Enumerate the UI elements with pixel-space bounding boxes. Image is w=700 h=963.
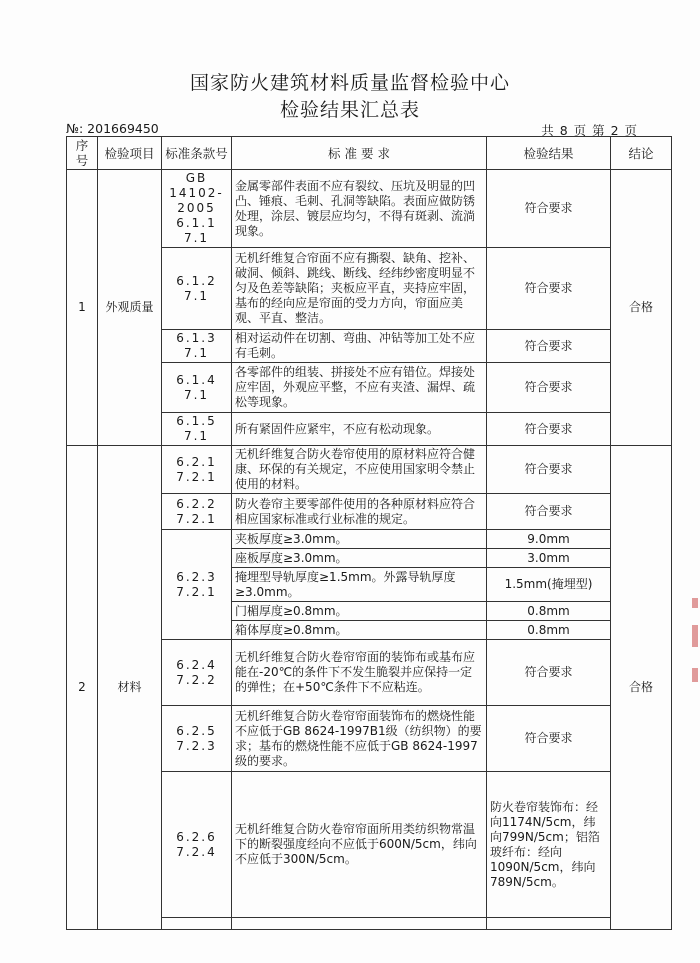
result-cell: 0.8mm: [487, 621, 611, 640]
requirement-cell: 金属零部件表面不应有裂纹、压坑及明显的凹凸、锤痕、毛刺、孔洞等缺陷。表面应做防锈处理，涂层、镀层应均匀，不得有斑剥、流淌现象。: [232, 170, 487, 248]
clause-cell: 6.2.3 7.2.1: [162, 530, 232, 640]
table-row: [67, 446, 672, 494]
col-header-requirement: 标 准 要 求: [232, 137, 487, 170]
result-cell: 防火卷帘装饰布：经向1174N/5cm，纬向799N/5cm；铝箔玻纤布：经向1090N/5cm，纬向789N/5cm。: [487, 772, 611, 918]
clause-cell: 6.2.5 7.2.3: [162, 706, 232, 772]
report-number: №: 201669450: [66, 121, 159, 136]
clause-cell: 6.1.5 7.1: [162, 413, 232, 446]
group-seq: 1: [67, 170, 98, 446]
requirement-cell: 无机纤维复合帘面不应有撕裂、缺角、挖补、破洞、倾斜、跳线、断线、经纬纱密度明显不匀及色差等缺陷；夹板应平直，夹持应牢固，基布的经向应是帘面的受力方向，帘面应美观、平直、整洁。: [232, 248, 487, 330]
clause-cell: GB 14102-2005 6.1.1 7.1: [162, 170, 232, 248]
result-cell: 符合要求: [487, 446, 611, 494]
result-cell: 符合要求: [487, 248, 611, 330]
requirement-cell: 座板厚度≥3.0mm。: [232, 549, 487, 568]
result-cell: 0.8mm: [487, 602, 611, 621]
result-cell: 符合要求: [487, 706, 611, 772]
page-indicator: 共 8 页 第 2 页: [541, 123, 638, 138]
clause-cell: 6.1.2 7.1: [162, 248, 232, 330]
group-conclusion: 合格: [611, 170, 672, 446]
result-cell: 符合要求: [487, 363, 611, 413]
clause-cell: 6.2.2 7.2.1: [162, 494, 232, 530]
group-conclusion: 合格: [611, 446, 672, 930]
group-item: 材料: [98, 446, 162, 930]
result-cell: 符合要求: [487, 330, 611, 363]
col-header-item: 检验项目: [98, 137, 162, 170]
clause-cell: 6.2.4 7.2.2: [162, 640, 232, 706]
clause-cell: 6.2.1 7.2.1: [162, 446, 232, 494]
table-row: [67, 170, 672, 248]
requirement-cell: 箱体厚度≥0.8mm。: [232, 621, 487, 640]
clause-cell: 6.1.3 7.1: [162, 330, 232, 363]
col-header-seq: 序号: [67, 137, 98, 170]
requirement-cell: 相对运动件在切割、弯曲、冲钻等加工处不应有毛刺。: [232, 330, 487, 363]
result-cell: 1.5mm(掩埋型): [487, 568, 611, 602]
requirement-cell: [232, 918, 487, 930]
requirement-cell: 门楣厚度≥0.8mm。: [232, 602, 487, 621]
result-cell: 符合要求: [487, 170, 611, 248]
requirement-cell: 夹板厚度≥3.0mm。: [232, 530, 487, 549]
seal-edge-mark: [692, 625, 698, 647]
result-cell: 符合要求: [487, 640, 611, 706]
results-table: [66, 136, 672, 930]
requirement-cell: 无机纤维复合防火卷帘使用的原材料应符合健康、环保的有关规定，不应使用国家明令禁止使用的材料。: [232, 446, 487, 494]
col-header-conclusion: 结论: [611, 137, 672, 170]
report-subtitle: 检验结果汇总表: [279, 99, 420, 121]
requirement-cell: 掩埋型导轨厚度≥1.5mm。外露导轨厚度≥3.0mm。: [232, 568, 487, 602]
seal-edge-mark: [692, 668, 698, 682]
result-cell: 符合要求: [487, 413, 611, 446]
result-cell: 3.0mm: [487, 549, 611, 568]
result-cell: 9.0mm: [487, 530, 611, 549]
group-item: 外观质量: [98, 170, 162, 446]
seal-edge-mark: [692, 598, 698, 608]
report-title: 国家防火建筑材料质量监督检验中心: [189, 72, 510, 94]
requirement-cell: 所有紧固件应紧牢，不应有松动现象。: [232, 413, 487, 446]
col-header-clause: 标准条款号: [162, 137, 232, 170]
requirement-cell: 无机纤维复合防火卷帘帘面所用类纺织物常温下的断裂强度经向不应低于600N/5cm，纬向不应低于300N/5cm。: [232, 772, 487, 918]
requirement-cell: 无机纤维复合防火卷帘帘面的装饰布或基布应能在-20℃的条件下不发生脆裂并应保持一定的弹性；在+50℃条件下不应粘连。: [232, 640, 487, 706]
requirement-cell: 无机纤维复合防火卷帘帘面装饰布的燃烧性能不应低于GB 8624-1997B1级（纺织物）的要求；基布的燃烧性能不应低于GB 8624-1997级的要求。: [232, 706, 487, 772]
clause-cell: [162, 918, 232, 930]
table-header-row: [67, 137, 672, 170]
requirement-cell: 防火卷帘主要零部件使用的各种原材料应符合相应国家标准或行业标准的规定。: [232, 494, 487, 530]
result-cell: 符合要求: [487, 494, 611, 530]
clause-cell: 6.1.4 7.1: [162, 363, 232, 413]
requirement-cell: 各零部件的组装、拼接处不应有错位。焊接处应牢固，外观应平整，不应有夹渣、漏焊、疏松等现象。: [232, 363, 487, 413]
result-cell: [487, 918, 611, 930]
group-seq: 2: [67, 446, 98, 930]
col-header-result: 检验结果: [487, 137, 611, 170]
clause-cell: 6.2.6 7.2.4: [162, 772, 232, 918]
